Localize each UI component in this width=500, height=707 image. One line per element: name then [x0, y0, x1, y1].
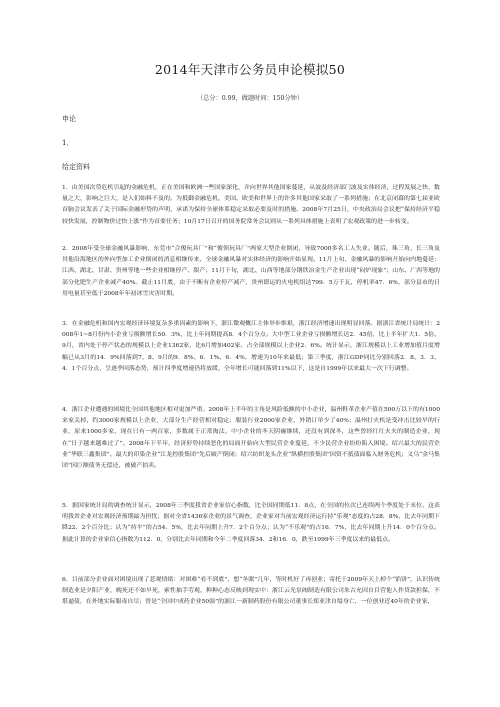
paragraph-3: 3．在金融危机和国内宏观经济环境复杂多重因素的影响下，浙江微观概江主体举步维艰，浙江经济增速出现明显回落。据浙江省统计局统计：2008年1~8月份内小企业亏损额增长50．3%，比上年同期提高8．4个百分点；大中型工业企业亏损额增长达2．45倍，比上半年扩大1．5倍。9月，省内处于停产状态的规模以上企业1362家，比6月增加402家。占全部规模以上企业2．6%。统计显示，浙江规模以上工业增加值月度增幅已从3月的14．9%回落到7、8、9月的9．8%、6．1%、6．4%，增速为10年来最低；第三季度，浙江GDP同比分别回落2．8、3．3、4．1个百分点，呈逐季回落态势，预计四季度增速仍将放缓，全年增长可能回落到11%以下，这是自1999年以来最大一次下行调整。	[62, 320, 440, 372]
section-heading: 申论	[62, 115, 76, 123]
paragraph-5: 5．据国家统计局的调查统计显示，2008年三季度我省企业家信心指数，比全国同期低11．8点，在全国的位次已连续两个季度处于末位，这表明我省企业对宏观经济预期最为担忧；据对全省1436家企业的景气调查，企业家对当前宏观经济运行持“乐观”态度的占28．8%，比去年同期下降22．2个百分比；认为“持平”的占54．5%，比去年同期上升7．2个百分点；认为“不乐观”的占16．7%，比去年同期上升14．0个百分点。据此计算的企业家信心指数为112．0，分别比去年同期和今年二季度回落34．2和16．0，跌至1999年三季度以来的最低点。	[62, 502, 440, 543]
paragraph-4: 4．浙江企业遭遇的困境比全国其他地区相对更加严重。2008年上半年的主角是风险低额的中小企业，温州鞋革企业产值在500万以下的有1000来家关掉，约3000家规模以上企业，大部分生产经营相对稳定；服装行业2000家企业，外销订单少了40%；温州打火机是受冲击比较早的行业，原来1000多家，现在只有一两百家，多数属于正常淘汰。中小企业的冬天阴霾继续，还没有到深冬，这些曾经红红火火的制造企业，现在“日子越来越难过了”。2008年下半年，经济形势持续恶化的局面开始向大型民营企业蔓延，不少民营企业纷纷陷入困境。绍兴最大的民营企业“华联三鑫集团”、最大的印染企业“江龙控股集团”先后破产倒闭；绍兴纺织龙头企业“纵横控股集团”因资不抵债面临入财务危机；义乌“金马集团”因巨额债务无偿还，被破产拍卖。	[62, 406, 440, 470]
document-title: 2014年天津市公务员申论模拟50	[154, 62, 346, 77]
paragraph-6: 6．目前部分企业面对困境出现了悲观情绪：对困难“看不到底”，想“冬眠”几年，等时机好了再创业；寄托于2009年天上掉个“馅饼”，认识传统制造业是夕阳产业，晚死还不如早死，索性抽手劳观，种种心态反映到现实中：浙江云光泵阀制造有限公司朱古允因自目营他人作贷款担保，不堪逼债，在外地实际服毒自尽；曾是“全国中成药企业50强”的浙江一新制药股份有限公司董事长郑亚津自缢身亡，一位创业近40年的企业家，	[62, 576, 440, 606]
paragraph-2: 2．2008年受全球金融风暴影响，东莞市“合俊玩具厂”和“俊领玩具厂”两家大型企业倒闭，导致7000多名工人失业。随后，珠三角、长三角及其他沿海地区的外向型加工企业倒闭的消息相继传来，全球金融风暴对实体经济的影响开始显现。11月上旬，金融风暴的影响开始向内地蔓延：江西、湖北、甘肃、贵州等地一些企业相继停产、限产；11月下旬，湖北、山西等地部分钢铁冶金生产企业出现“闷炉现象”；山东、广西等地的部分化肥生产企业减产40%。截止11月底，由于不断有企业停产减产，贵州即运的火电机组达799．5万千瓦，停机率47．6%，部分县市的日用电量甚至低于2008年年初冰雪灾害时期。	[62, 245, 440, 297]
subsection-heading: 给定资料	[62, 163, 90, 171]
item-number: 1．	[62, 139, 74, 147]
paragraph-1: 1．由美国次贷危机引起的金融危机，正在美国和欧洲一些国家深化，并向世界其他国家蔓延，从波及经济部门波及实体经济，过程发展之快，数量之大，影响之巨大，是人们始料不及的。为抵御金融危机，美国、欧美和世界上的许多其他国家采取了一系列措施；在北京闭幕的第七届亚欧首脑会议发表了关于国际金融形势的声明，承诺为保持全球体系稳定采取必要及时的措施。2008年7月25日，中央政治局会议把“保持经济平稳较快发展，控制物价过快上涨”作为首要任务；10月17日召开的国务院常务会议则从一系列具体措施上表明了宏观政策的进一步转变。	[62, 184, 440, 225]
document-subtitle: （总分：0.99，做题时间：150分钟）	[196, 95, 304, 102]
